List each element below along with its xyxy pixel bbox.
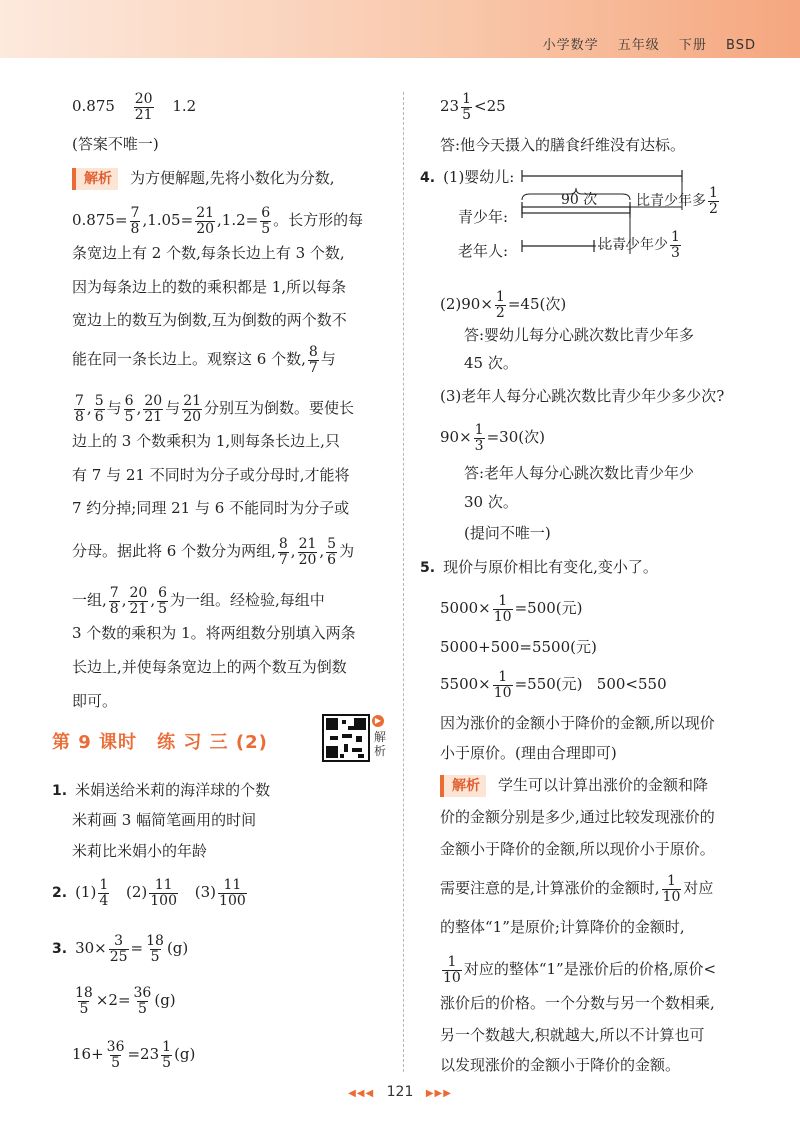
text: ×2= — [95, 991, 131, 1010]
question-3-line — [72, 1040, 195, 1070]
text: 学生可以计算出涨价的金额和降 — [498, 776, 709, 794]
question-3 — [52, 934, 188, 964]
question-4-number — [420, 166, 514, 189]
text: 为一组。经检验,每组中 — [170, 591, 325, 610]
denominator: 8 — [130, 220, 140, 237]
denominator: 5 — [79, 1000, 89, 1017]
numerator: 5 — [94, 393, 104, 409]
fraction — [74, 986, 94, 1016]
qr-code[interactable] — [322, 714, 370, 762]
denominator: 6 — [94, 408, 104, 425]
fraction — [260, 206, 271, 236]
text: , — [319, 542, 325, 561]
teen-label: 青少年: — [458, 208, 509, 226]
fraction — [298, 537, 318, 567]
text: 比青少年少 — [598, 237, 668, 254]
text: (2) — [126, 883, 148, 902]
question-5 — [420, 556, 658, 579]
text: 0.875 — [72, 97, 115, 116]
question-4-line: (3)老年人每分心跳次数比青少年少多少次? — [440, 387, 725, 405]
question-number: 3. — [52, 941, 68, 958]
numerator: 7 — [75, 393, 84, 409]
analysis-line: 即可。 — [72, 692, 118, 710]
fraction — [157, 586, 168, 616]
fraction — [94, 394, 105, 424]
numerator: 1 — [447, 954, 457, 970]
denominator: 10 — [443, 969, 461, 986]
text: (g) — [154, 991, 176, 1010]
text: 为 — [339, 542, 355, 561]
text: =550(元) 500<550 — [514, 675, 667, 694]
question-4-line: 45 次。 — [464, 354, 518, 372]
fraction — [493, 670, 513, 700]
fraction — [474, 423, 485, 453]
lesson-number: 第 9 课时 — [52, 732, 138, 753]
next-arrows-icon: ▶▶▶ — [425, 1088, 452, 1099]
analysis-line: 长边上,并使每条宽边上的两个数互为倒数 — [72, 658, 347, 676]
analysis-line — [72, 394, 354, 424]
fraction — [149, 878, 178, 908]
question-5-line — [440, 594, 582, 624]
text: 对应 — [683, 879, 714, 898]
denominator: 10 — [493, 608, 512, 625]
fraction — [493, 594, 513, 624]
denominator: 2 — [709, 200, 718, 217]
text: (2)90× — [440, 295, 493, 314]
denominator: 5 — [150, 948, 160, 965]
numerator: 1 — [462, 91, 472, 107]
numerator: 1 — [498, 669, 508, 685]
numerator: 18 — [146, 933, 164, 949]
fraction — [143, 394, 163, 424]
numerator: 6 — [158, 585, 168, 601]
answer-line: 答:他今天摄入的膳食纤维没有达标。 — [440, 136, 686, 154]
denominator: 21 — [129, 600, 148, 617]
text: 需要注意的是,计算涨价的金额时, — [440, 879, 660, 898]
denominator: 5 — [124, 408, 134, 425]
text: , — [290, 542, 296, 561]
analysis-tag: 解析 — [72, 168, 118, 190]
fraction — [106, 1040, 126, 1070]
fraction — [109, 586, 120, 616]
analysis-line: 金额小于降价的金额,所以现价小于原价。 — [440, 840, 715, 858]
lesson-title — [52, 728, 268, 754]
text: 0.875= — [72, 211, 128, 230]
text: 90× — [440, 428, 472, 447]
text: (3) — [194, 883, 217, 902]
numerator: 8 — [308, 344, 318, 360]
text: 与 — [320, 350, 336, 369]
analysis-line: 另一个数越大,积就越大,所以不计算也可 — [440, 1026, 705, 1044]
text: 现价与原价相比有变化,变小了。 — [443, 558, 658, 576]
numerator: 7 — [109, 585, 119, 601]
numerator: 1 — [474, 422, 484, 438]
infant-label: (1)婴幼儿: — [443, 168, 515, 186]
text: 16+ — [72, 1045, 104, 1064]
text: 与 — [106, 399, 122, 418]
text: 米娟送给米莉的海洋球的个数 — [75, 781, 271, 799]
fraction — [182, 394, 202, 424]
question-5-line: 小于原价。(理由合理即可) — [440, 744, 617, 762]
elder-label: 老年人: — [458, 242, 509, 260]
numerator: 3 — [114, 933, 124, 949]
denominator: 21 — [134, 106, 153, 123]
denominator: 10 — [662, 888, 681, 905]
fraction — [133, 986, 153, 1016]
analysis-line — [72, 537, 354, 567]
denominator: 7 — [278, 551, 288, 568]
text: , — [86, 399, 92, 418]
denominator: 20 — [196, 220, 215, 237]
fraction — [218, 878, 247, 908]
denominator: 5 — [462, 106, 472, 123]
question-4-line — [440, 290, 566, 320]
text: ,1.2= — [217, 211, 259, 230]
numerator: 1 — [495, 289, 505, 305]
play-icon[interactable]: ▶ — [372, 715, 384, 727]
denominator: 100 — [219, 892, 246, 909]
analysis-line — [440, 955, 716, 985]
fraction — [145, 934, 165, 964]
denominator: 6 — [327, 551, 337, 568]
denominator: 5 — [162, 1054, 172, 1071]
question-5-line: 因为涨价的金额小于降价的金额,所以现价 — [440, 714, 715, 732]
question-4-line: 答:婴幼儿每分心跳次数比青少年多 — [464, 326, 695, 344]
numerator: 36 — [133, 985, 152, 1001]
analysis-line: 价的金额分别是多少,通过比较发现涨价的 — [440, 808, 715, 826]
text: 能在同一条长边上。观察这 6 个数, — [72, 350, 306, 369]
numerator: 21 — [196, 205, 215, 221]
analysis-line — [72, 345, 336, 375]
fraction — [130, 206, 141, 236]
header-edition: BSD — [726, 38, 756, 53]
analysis-line: 宽边上的数互为倒数,互为倒数的两个数不 — [72, 311, 347, 329]
header-volume: 下册 — [678, 38, 707, 53]
analysis-line — [440, 774, 708, 797]
denominator: 8 — [75, 408, 84, 425]
text: 为方便解题,先将小数化为分数, — [130, 169, 335, 187]
numerator: 20 — [134, 91, 153, 107]
text: 比青少年多 — [636, 193, 706, 210]
numerator: 7 — [130, 205, 140, 221]
text: , — [150, 591, 156, 610]
header-info — [529, 34, 756, 53]
page-footer — [0, 1084, 800, 1100]
question-number: 1. — [52, 783, 68, 799]
analysis-line — [72, 586, 325, 616]
text: , — [121, 591, 127, 610]
numerator: 5 — [327, 536, 337, 552]
text: 5000× — [440, 599, 491, 618]
fraction — [278, 537, 289, 567]
numerator: 36 — [106, 1039, 125, 1055]
numerator: 8 — [278, 536, 288, 552]
question-5-line — [440, 670, 667, 700]
count-label: 90 次 — [561, 192, 598, 208]
fraction — [442, 955, 462, 985]
numerator: 21 — [183, 393, 202, 409]
text: =45(次) — [507, 295, 567, 314]
text: 1.2 — [172, 97, 197, 116]
header-grade: 五年级 — [617, 38, 660, 53]
less-label — [598, 230, 683, 260]
denominator: 3 — [671, 244, 680, 261]
fraction — [109, 934, 129, 964]
more-label — [636, 186, 721, 216]
analysis-line — [440, 874, 713, 904]
text: 与 — [165, 399, 181, 418]
text: 分母。据此将 6 个数分为两组, — [72, 542, 276, 561]
numerator: 6 — [124, 393, 134, 409]
prev-arrows-icon: ◀◀◀ — [348, 1088, 375, 1099]
numerator: 18 — [75, 985, 93, 1001]
question-number: 5. — [420, 560, 436, 576]
denominator: 7 — [308, 359, 318, 376]
numerator: 11 — [154, 877, 173, 893]
fraction — [128, 586, 148, 616]
numerator: 1 — [162, 1039, 172, 1055]
text: (g) — [174, 1045, 196, 1064]
analysis-line: 以发现涨价的金额小于降价的金额。 — [440, 1056, 681, 1074]
numerator: 11 — [223, 877, 242, 893]
question-1-line: 米莉画 3 幅简笔画用的时间 — [72, 811, 257, 829]
numerator: 1 — [671, 229, 680, 245]
text: 30× — [75, 939, 107, 958]
analysis-line: 7 约分掉;同理 21 与 6 不能同时为分子或 — [72, 499, 350, 517]
question-3-line — [72, 986, 176, 1016]
question-number: 2. — [52, 885, 68, 902]
fraction — [195, 206, 215, 236]
text: = — [130, 939, 144, 958]
lesson-subtitle: 练 习 三 (2) — [157, 732, 268, 753]
analysis-line: 涨价后的价格。一个分数与另一个数相乘, — [440, 994, 715, 1012]
fraction — [662, 874, 682, 904]
text: =500(元) — [514, 599, 583, 618]
analysis-line: 边上的 3 个数乘积为 1,则每条长边上,只 — [72, 432, 340, 450]
text: =30(次) — [486, 428, 545, 447]
analysis-line: 的整体“1”是原价;计算降价的金额时, — [440, 918, 685, 936]
numerator: 1 — [709, 185, 718, 201]
header-book: 小学数学 — [542, 38, 599, 53]
fraction — [161, 1040, 172, 1070]
question-4-line — [440, 423, 545, 453]
text: ,1.05= — [142, 211, 194, 230]
column-divider — [403, 92, 404, 1072]
analysis-line: 3 个数的乘积为 1。将两组数分别填入两条 — [72, 624, 356, 642]
text: , — [136, 399, 142, 418]
question-1 — [52, 779, 270, 802]
denominator: 20 — [298, 551, 317, 568]
fraction — [134, 92, 154, 122]
question-1-line: 米莉比米娟小的年龄 — [72, 842, 208, 860]
qr-label: 解析 — [374, 730, 387, 758]
denominator: 21 — [144, 408, 163, 425]
denominator: 5 — [137, 1000, 147, 1017]
question-4-line: (提问不唯一) — [464, 524, 551, 542]
text: 5500× — [440, 675, 491, 694]
text: 。长方形的每 — [273, 211, 364, 230]
denominator: 5 — [111, 1054, 121, 1071]
question-2 — [52, 878, 249, 908]
numerator: 20 — [129, 585, 148, 601]
analysis-tag: 解析 — [440, 775, 486, 797]
text: <25 — [474, 97, 506, 116]
fraction — [326, 537, 337, 567]
note-line: (答案不唯一) — [72, 135, 159, 153]
denominator: 10 — [493, 684, 512, 701]
denominator: 100 — [150, 892, 177, 909]
analysis-line: 有 7 与 21 不同时为分子或分母时,才能将 — [72, 466, 350, 484]
text: 分别互为倒数。要使长 — [204, 399, 355, 418]
numerator: 20 — [144, 393, 163, 409]
text: (1) — [75, 883, 97, 902]
answer-line — [440, 92, 506, 122]
fraction — [308, 345, 319, 375]
denominator: 5 — [261, 220, 271, 237]
fraction — [74, 394, 85, 424]
fraction — [124, 394, 135, 424]
answer-line — [72, 92, 196, 122]
numerator: 1 — [498, 593, 508, 609]
question-number: 4. — [420, 170, 436, 186]
question-4-line: 30 次。 — [464, 493, 518, 511]
text: 23 — [440, 97, 460, 116]
page-number: 121 — [386, 1084, 414, 1100]
denominator: 4 — [99, 892, 109, 909]
numerator: 1 — [667, 873, 676, 889]
fraction — [495, 290, 506, 320]
fraction — [98, 878, 109, 908]
denominator: 20 — [183, 408, 202, 425]
text: (g) — [166, 939, 189, 958]
fraction — [461, 92, 472, 122]
analysis-line: 因为每条边上的数的乘积都是 1,所以每条 — [72, 278, 347, 296]
numerator: 1 — [99, 877, 109, 893]
denominator: 5 — [158, 600, 168, 617]
analysis-line — [72, 206, 363, 236]
fraction — [670, 230, 681, 260]
denominator: 25 — [109, 948, 128, 965]
question-5-line: 5000+500=5500(元) — [440, 638, 597, 656]
denominator: 2 — [495, 304, 505, 321]
analysis-line — [72, 167, 335, 190]
fraction — [708, 186, 719, 216]
numerator: 6 — [261, 205, 271, 221]
text: 一组, — [72, 591, 107, 610]
text: =23 — [127, 1045, 160, 1064]
denominator: 8 — [109, 600, 119, 617]
numerator: 21 — [298, 536, 317, 552]
analysis-line: 条宽边上有 2 个数,每条长边上有 3 个数, — [72, 244, 345, 262]
question-4-line: 答:老年人每分心跳次数比青少年少 — [464, 464, 695, 482]
denominator: 3 — [474, 437, 484, 454]
text: 对应的整体“1”是涨价后的价格,原价< — [463, 960, 717, 979]
